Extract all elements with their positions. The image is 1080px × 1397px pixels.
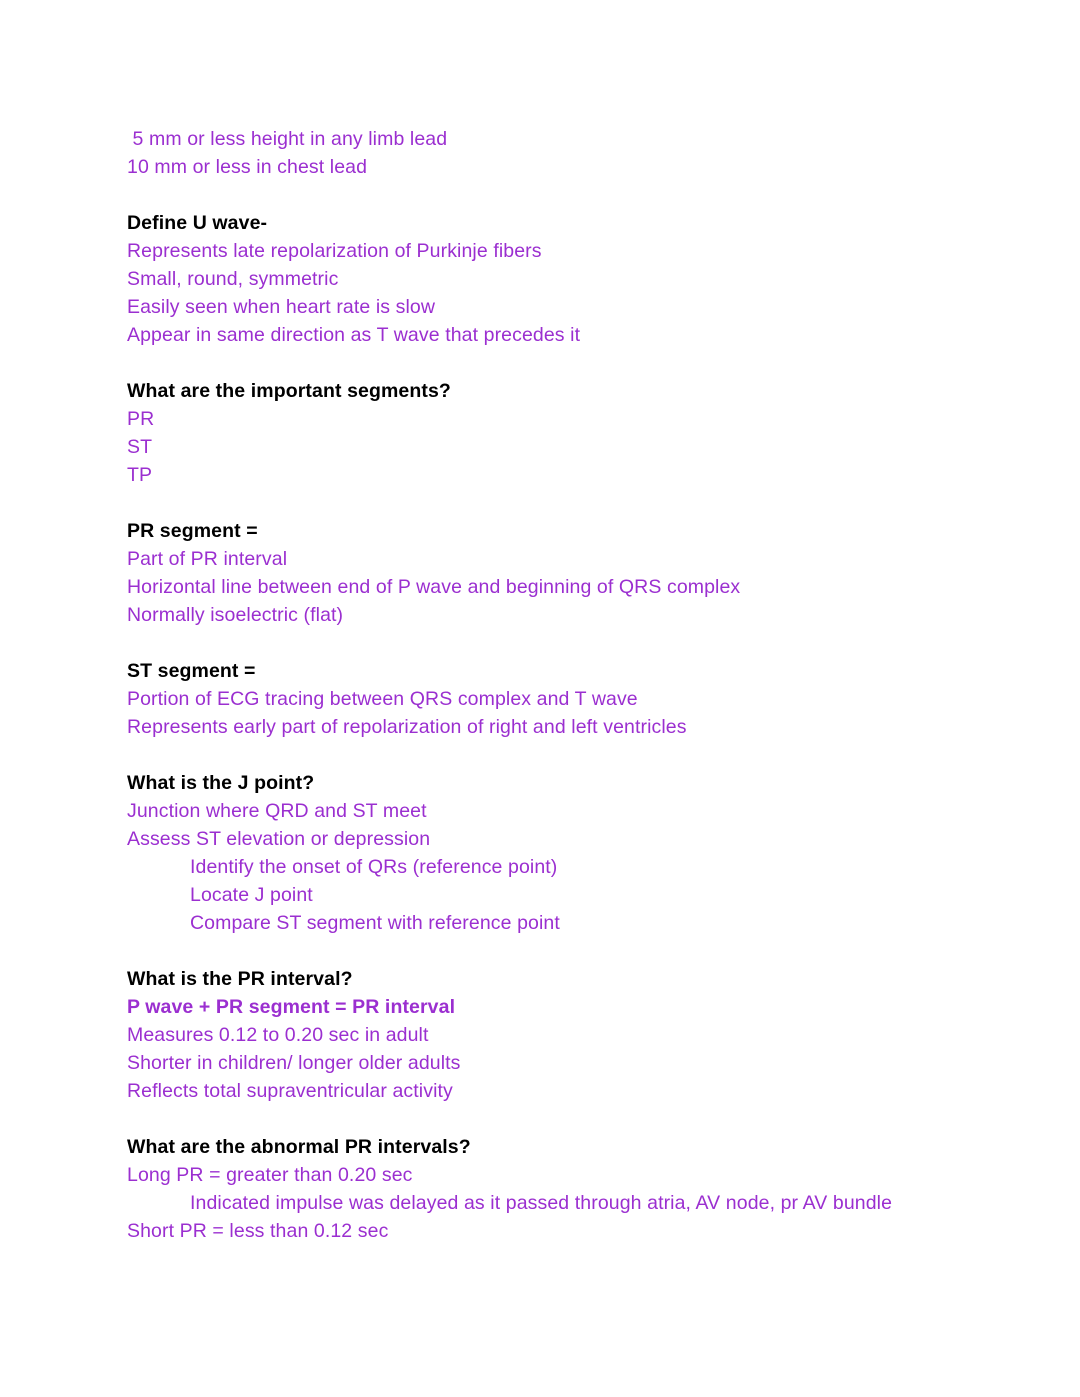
answer-text-line: Horizontal line between end of P wave and beginning of QRS complex <box>127 576 741 598</box>
question-heading: What is the PR interval? <box>127 968 353 990</box>
question-heading: Define U wave- <box>127 212 268 234</box>
question-heading: What are the important segments? <box>127 380 451 402</box>
answer-text-line: Measures 0.12 to 0.20 sec in adult <box>127 1024 429 1046</box>
note-section <box>127 1133 1050 1245</box>
answer-text-line: Represents late repolarization of Purkinje fibers <box>127 240 542 262</box>
answer-text-line: Locate J point <box>190 884 313 906</box>
answer-text-line: ST <box>127 436 153 458</box>
answer-text-line: Short PR = less than 0.12 sec <box>127 1220 389 1242</box>
answer-text-line: Shorter in children/ longer older adults <box>127 1052 461 1074</box>
answer-text-line: 5 mm or less height in any limb lead <box>127 128 448 150</box>
answer-text-line: Reflects total supraventricular activity <box>127 1080 453 1102</box>
note-section <box>127 125 1050 181</box>
note-section <box>127 965 1050 1105</box>
answer-text-line: Identify the onset of QRs (reference point) <box>190 856 558 878</box>
answer-text-line: Appear in same direction as T wave that precedes it <box>127 324 581 346</box>
note-section <box>127 209 1050 349</box>
answer-text-line: PR <box>127 408 155 430</box>
answer-text-line: Long PR = greater than 0.20 sec <box>127 1164 413 1186</box>
answer-text-line: Represents early part of repolarization of right and left ventricles <box>127 716 687 738</box>
question-heading: PR segment = <box>127 520 258 542</box>
answer-text-line: Assess ST elevation or depression <box>127 828 431 850</box>
answer-text-line: P wave + PR segment = PR interval <box>127 996 456 1018</box>
answer-text-line: Compare ST segment with reference point <box>190 912 560 934</box>
answer-text-line: Small, round, symmetric <box>127 268 339 290</box>
note-section <box>127 769 1050 937</box>
answer-text-line: Normally isoelectric (flat) <box>127 604 344 626</box>
answer-text-line: Part of PR interval <box>127 548 288 570</box>
answer-text-line: Junction where QRD and ST meet <box>127 800 427 822</box>
question-heading: What is the J point? <box>127 772 315 794</box>
question-heading: What are the abnormal PR intervals? <box>127 1136 471 1158</box>
note-section <box>127 657 1050 741</box>
note-section <box>127 377 1050 489</box>
question-heading: ST segment = <box>127 660 256 682</box>
note-section <box>127 517 1050 629</box>
answer-text-line: TP <box>127 464 153 486</box>
answer-text-line: Indicated impulse was delayed as it passed through atria, AV node, pr AV bundle <box>190 1192 893 1214</box>
answer-text-line: 10 mm or less in chest lead <box>127 156 368 178</box>
answer-text-line: Portion of ECG tracing between QRS complex and T wave <box>127 688 638 710</box>
answer-text-line: Easily seen when heart rate is slow <box>127 296 436 318</box>
